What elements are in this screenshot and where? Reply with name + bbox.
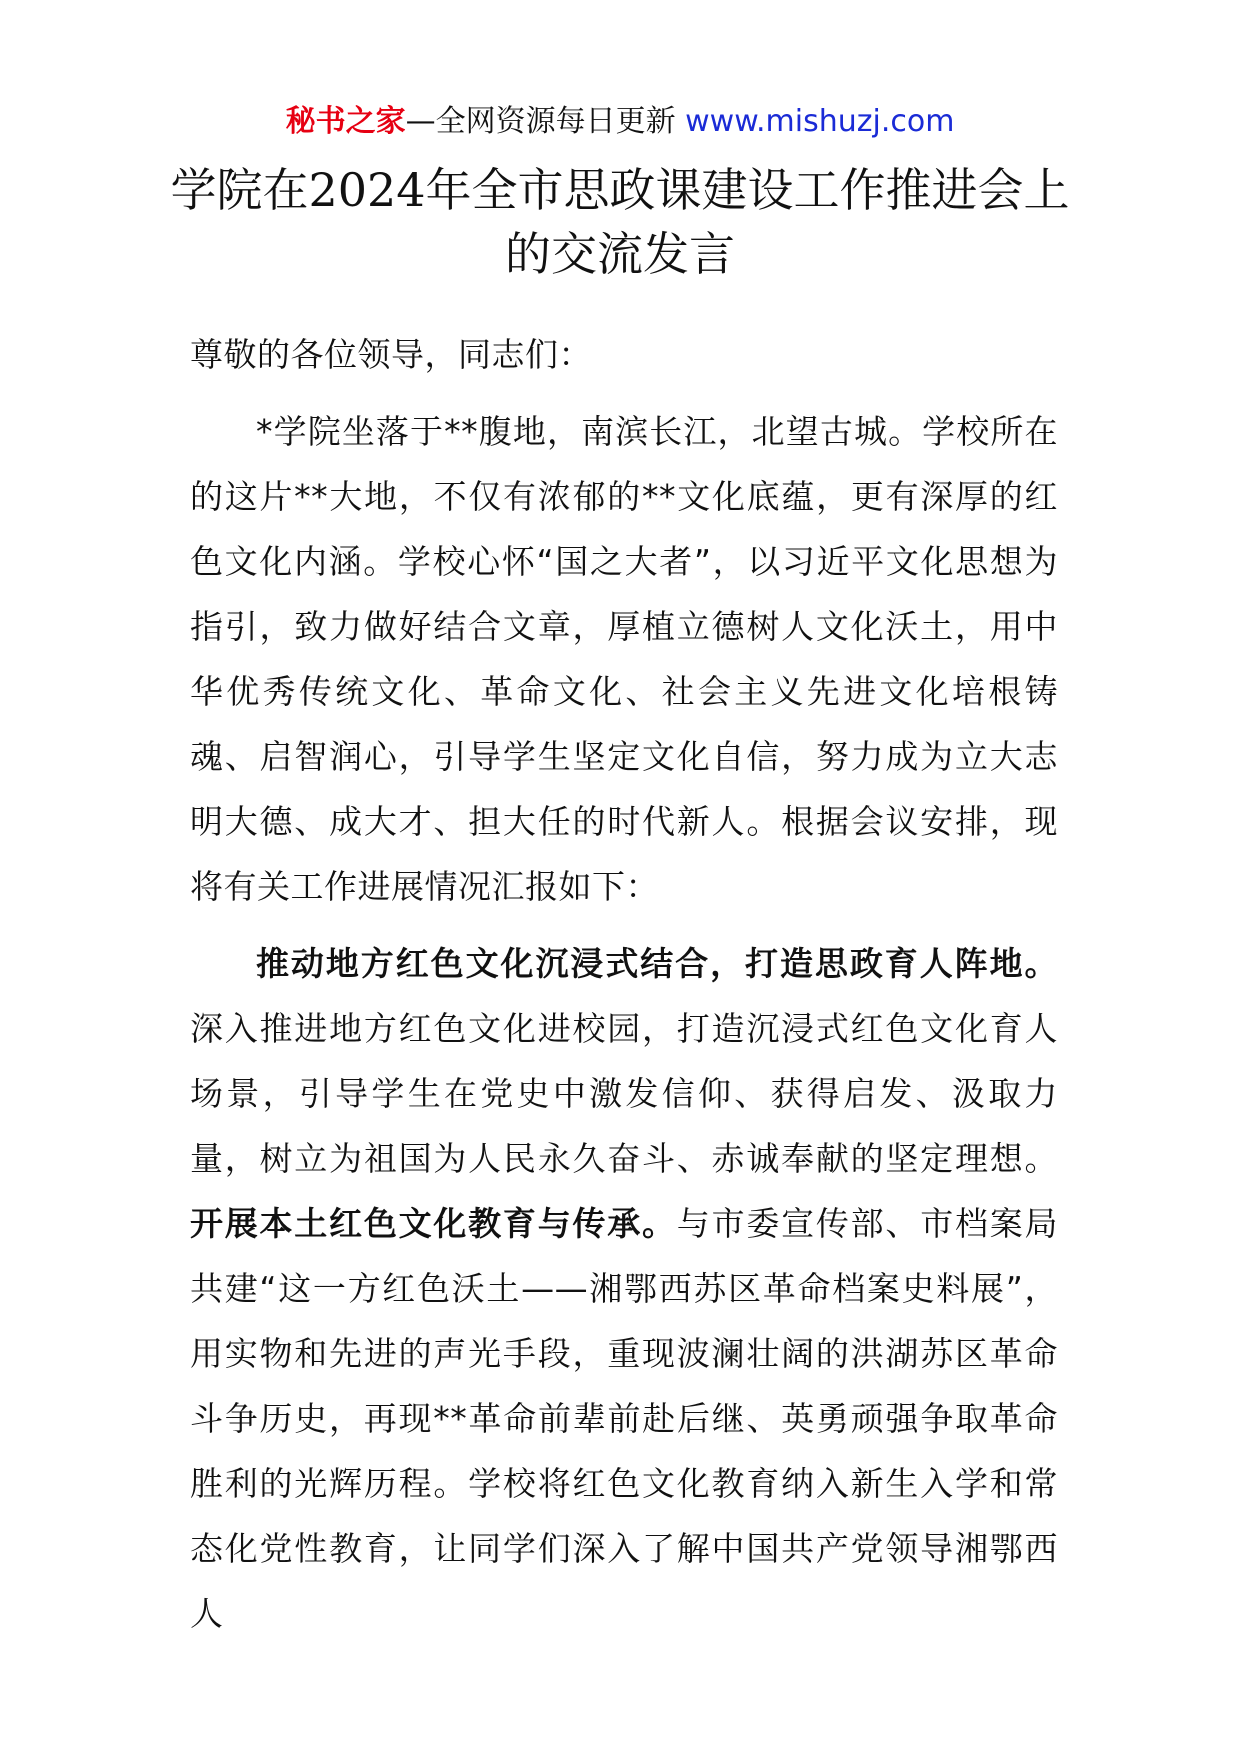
paragraph-red-culture — [190, 931, 1058, 1646]
paragraph-text: 深入推进地方红色文化进校园，打造沉浸式红色文化育人场景，引导学生在党史中激发信仰、获得启发、汲取力量，树立为祖国为人民永久奋斗、赤诚奉献的坚定理想。 — [190, 1009, 1058, 1178]
salutation: 尊敬的各位领导，同志们： — [190, 335, 592, 374]
brand-name: 秘书之家 — [285, 104, 406, 139]
paragraph-text: 与市委宣传部、市档案局共建“这一方红色沃土——湘鄂西苏区革命档案史料展”，用实物和先进的声光手段，重现波澜壮阔的洪湖苏区革命斗争历史，再现**革命前辈前赴后继、英勇顽强争取革命胜利的光辉历程。学校将红色文化教育纳入新生入学和常态化党性教育，让同学们深入了解中国共产党领导湘鄂西人 — [190, 1204, 1059, 1633]
document-body — [190, 322, 1058, 1658]
document-title: 学院在2024年全市思政课建设工作推进会上的交流发言 — [170, 163, 1070, 281]
site-header — [0, 100, 1240, 144]
section-heading: 推动地方红色文化沉浸式结合，打造思政育人阵地。 — [256, 944, 1058, 983]
header-tagline: —全网资源每日更新 — [405, 104, 676, 139]
paragraph-intro: *学院坐落于**腹地，南滨长江，北望古城。学校所在的这片**大地，不仅有浓郁的**文化底蕴，更有深厚的红色文化内涵。学校心怀“国之大者”，以习近平文化思想为指引，致力做好结合文章，厚植立德树人文化沃土，用中华优秀传统文化、革命文化、社会主义先进文化培根铸魂、启智润心，引导学生坚定文化自信，努力成为立大志明大德、成大才、担大任的时代新人。根据会议安排，现将有关工作进展情况汇报如下： — [190, 412, 1058, 906]
site-url[interactable]: www.mishuzj.com — [685, 104, 955, 139]
subsection-heading: 开展本土红色文化教育与传承。 — [190, 1204, 677, 1243]
